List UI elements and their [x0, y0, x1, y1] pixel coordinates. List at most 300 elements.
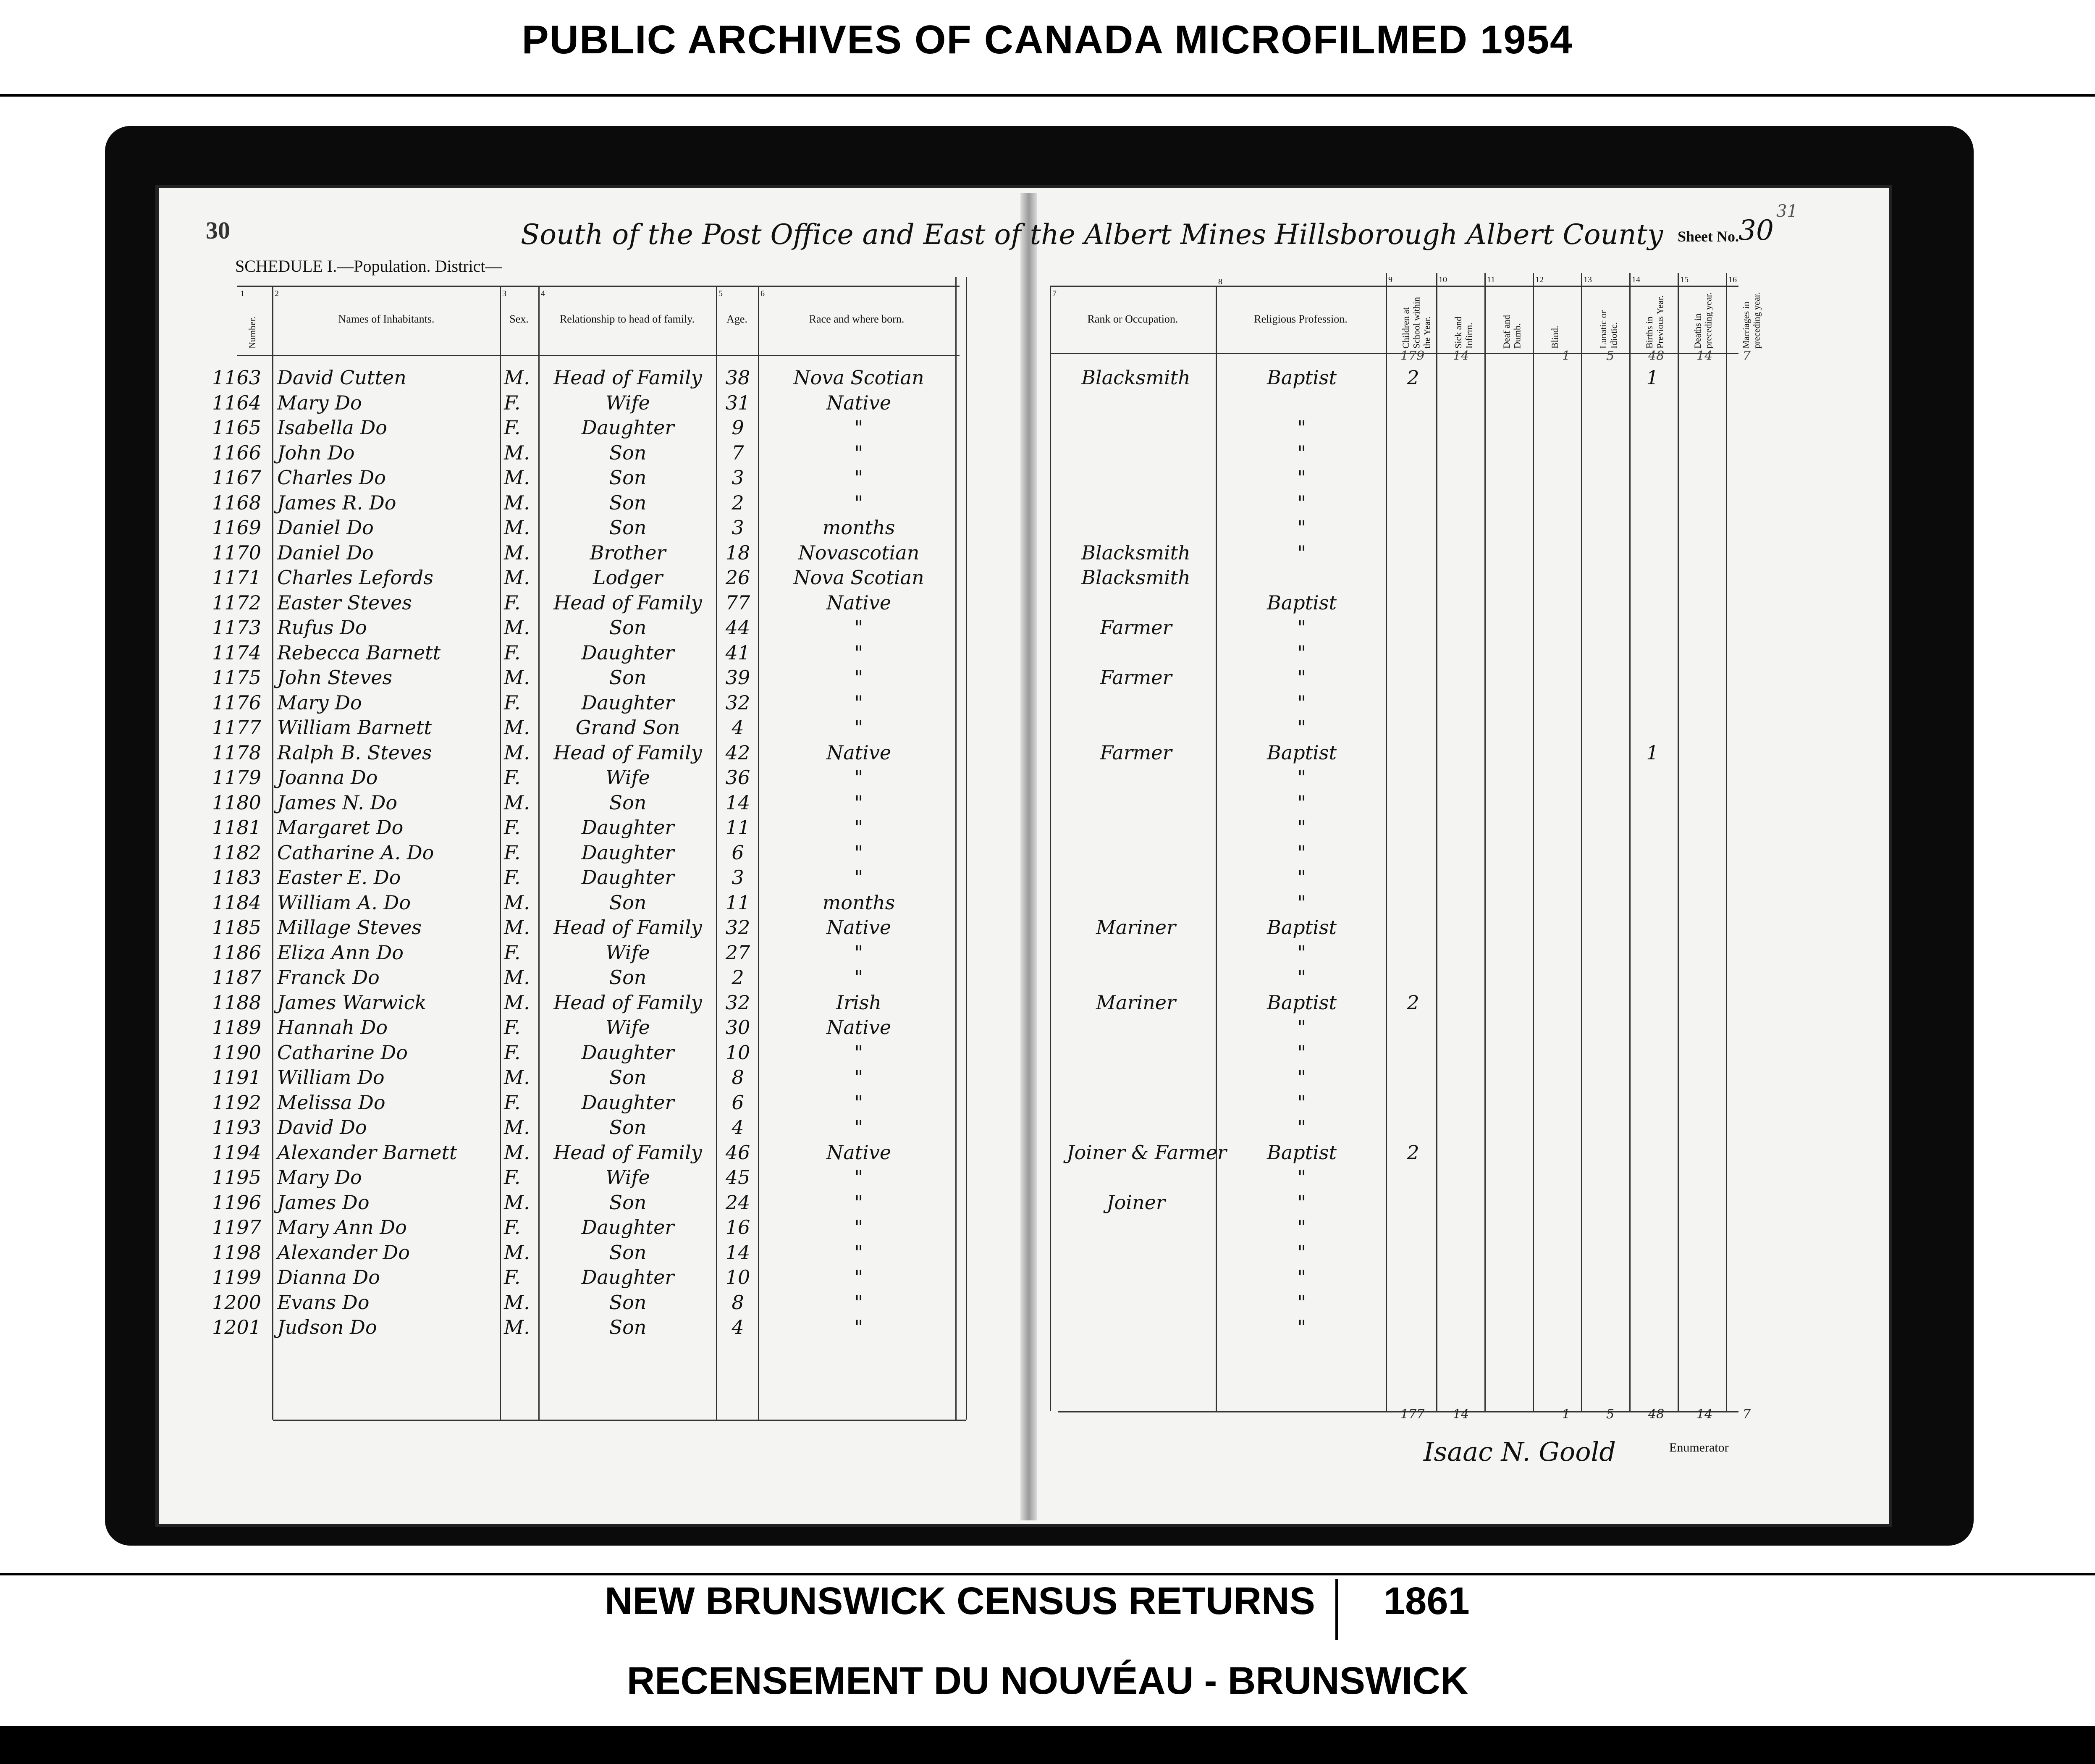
sex-cell: F.: [504, 416, 521, 439]
occupation-cell: Farmer: [1100, 741, 1172, 764]
column-total: 48: [1648, 1407, 1665, 1422]
row-number: 1186: [212, 941, 262, 964]
column-tally: 14: [1453, 349, 1469, 363]
sex-cell: F.: [504, 1166, 521, 1189]
religion-cell: ": [1297, 791, 1306, 814]
row-number: 1164: [212, 391, 262, 414]
sex-cell: M.: [504, 966, 530, 989]
school-cell: [1390, 1015, 1436, 1040]
age-cell: 11: [725, 891, 750, 914]
religion-cell: Baptist: [1267, 991, 1337, 1014]
birthplace-cell: Native: [826, 1141, 891, 1164]
occupation-cell: [1067, 865, 1205, 890]
birthplace-cell: Native: [826, 916, 891, 939]
religion-cell: [1218, 391, 1386, 415]
religion-cell: ": [1297, 1066, 1306, 1089]
sex-cell: M.: [504, 566, 530, 589]
grid-line: [1058, 1411, 1738, 1412]
birthplace-cell: Nova Scotian: [793, 566, 924, 589]
age-cell: 45: [725, 1166, 750, 1189]
column-header-age: Age.: [726, 313, 747, 325]
school-cell: [1390, 515, 1436, 540]
footer-title-english: NEW BRUNSWICK CENSUS RETURNS: [605, 1580, 1315, 1622]
sex-cell: M.: [504, 491, 530, 514]
occupation-cell: Mariner: [1096, 991, 1176, 1014]
birthplace-cell: ": [854, 866, 863, 889]
inhabitant-name: Millage Steves: [277, 916, 422, 939]
row-number: 1181: [212, 816, 262, 839]
relationship-cell: Son: [609, 791, 647, 814]
relationship-cell: Head of Family: [553, 741, 702, 764]
bottom-bar: [0, 1726, 2095, 1764]
row-number: 1172: [212, 591, 262, 614]
occupation-cell: Joiner: [1106, 1191, 1165, 1214]
column-total: 1: [1562, 1407, 1571, 1422]
table-row: [0, 391, 2095, 415]
inhabitant-name: Catharine Do: [277, 1041, 408, 1064]
age-cell: 3: [732, 866, 744, 889]
occupation-cell: [1067, 715, 1205, 740]
table-row: [0, 541, 2095, 565]
row-number: 1169: [212, 516, 262, 539]
age-cell: 36: [725, 766, 750, 789]
table-row: [0, 690, 2095, 715]
occupation-cell: [1067, 1065, 1205, 1090]
inhabitant-name: Easter E. Do: [277, 866, 401, 889]
occupation-cell: [1067, 815, 1205, 840]
inhabitant-name: Mary Ann Do: [277, 1216, 407, 1239]
inhabitant-name: David Cutten: [277, 366, 406, 389]
occupation-cell: Blacksmith: [1081, 566, 1190, 589]
row-number: 1190: [212, 1041, 262, 1064]
occupation-cell: [1067, 790, 1205, 815]
occupation-cell: [1067, 1090, 1205, 1115]
inhabitant-name: Alexander Do: [277, 1241, 410, 1264]
birthplace-cell: ": [854, 1091, 863, 1114]
age-cell: 31: [725, 391, 750, 414]
sex-cell: M.: [504, 441, 530, 464]
row-number: 1175: [212, 666, 262, 689]
row-number: 1178: [212, 741, 262, 764]
occupation-cell: Farmer: [1100, 616, 1172, 639]
age-cell: 18: [725, 541, 750, 564]
school-cell: 2: [1407, 1141, 1419, 1164]
inhabitant-name: Franck Do: [277, 966, 380, 989]
religion-cell: ": [1297, 1016, 1306, 1039]
births-cell: [1629, 840, 1675, 865]
row-number: 1188: [212, 991, 262, 1014]
births-cell: [1629, 1315, 1675, 1340]
occupation-cell: [1067, 1215, 1205, 1240]
column-number: 2: [275, 289, 279, 298]
occupation-cell: [1067, 1165, 1205, 1190]
births-cell: [1629, 890, 1675, 915]
sex-cell: M.: [504, 891, 530, 914]
sex-cell: M.: [504, 616, 530, 639]
column-number: 13: [1584, 275, 1592, 284]
column-total: 5: [1606, 1407, 1615, 1422]
age-cell: 8: [732, 1066, 744, 1089]
inhabitant-name: John Do: [277, 441, 355, 464]
table-row: [0, 415, 2095, 440]
births-cell: [1629, 1190, 1675, 1215]
religion-cell: ": [1297, 466, 1306, 489]
column-tally: 7: [1743, 349, 1751, 363]
occupation-cell: [1067, 640, 1205, 665]
column-number: 14: [1632, 275, 1640, 284]
religion-cell: ": [1297, 1191, 1306, 1214]
religion-cell: ": [1297, 891, 1306, 914]
relationship-cell: Lodger: [593, 566, 663, 589]
school-cell: [1390, 415, 1436, 440]
relationship-cell: Head of Family: [553, 916, 702, 939]
school-cell: [1390, 615, 1436, 640]
birthplace-cell: months: [822, 516, 895, 539]
birthplace-cell: ": [854, 1166, 863, 1189]
table-row: [0, 365, 2095, 390]
birthplace-cell: ": [854, 466, 863, 489]
row-number: 1199: [212, 1266, 262, 1289]
inhabitant-name: Daniel Do: [277, 541, 374, 564]
relationship-cell: Wife: [606, 391, 650, 414]
religion-cell: Baptist: [1267, 741, 1337, 764]
grid-line: [1050, 286, 1738, 287]
religion-cell: Baptist: [1267, 1141, 1337, 1164]
school-cell: [1390, 690, 1436, 715]
school-cell: [1390, 441, 1436, 465]
column-number: 5: [718, 289, 723, 298]
age-cell: 42: [725, 741, 750, 764]
births-cell: [1629, 1065, 1675, 1090]
column-number: 11: [1487, 275, 1495, 284]
inhabitant-name: Rebecca Barnett: [277, 641, 441, 664]
sex-cell: M.: [504, 1141, 530, 1164]
religion-cell: Baptist: [1267, 591, 1337, 614]
inhabitant-name: James N. Do: [277, 791, 398, 814]
table-row: [0, 1040, 2095, 1065]
birthplace-cell: Native: [826, 391, 891, 414]
inhabitant-name: Evans Do: [277, 1291, 370, 1314]
sex-cell: M.: [504, 991, 530, 1014]
sex-cell: F.: [504, 1041, 521, 1064]
births-cell: [1629, 1240, 1675, 1265]
row-number: 1179: [212, 766, 262, 789]
school-cell: 2: [1407, 991, 1419, 1014]
table-row: [0, 640, 2095, 665]
column-header-number: Number.: [247, 316, 257, 349]
table-row: [0, 765, 2095, 790]
births-cell: [1629, 1290, 1675, 1315]
religion-cell: ": [1297, 1091, 1306, 1114]
sex-cell: F.: [504, 1216, 521, 1239]
sheet-number: 30: [1738, 214, 1774, 247]
relationship-cell: Daughter: [581, 816, 674, 839]
relationship-cell: Wife: [606, 766, 650, 789]
age-cell: 32: [725, 916, 750, 939]
column-total: 7: [1743, 1407, 1751, 1422]
column-number: 8: [1218, 277, 1222, 286]
sex-cell: M.: [504, 1241, 530, 1264]
religion-cell: ": [1297, 816, 1306, 839]
row-number: 1189: [212, 1016, 262, 1039]
occupation-cell: Joiner & Farmer: [1067, 1141, 1227, 1164]
age-cell: 30: [725, 1016, 750, 1039]
occupation-cell: [1067, 515, 1205, 540]
school-cell: [1390, 815, 1436, 840]
relationship-cell: Son: [609, 1116, 647, 1139]
inhabitant-name: Catharine A. Do: [277, 841, 434, 864]
occupation-cell: Mariner: [1096, 916, 1176, 939]
inhabitant-name: Joanna Do: [277, 766, 378, 789]
birthplace-cell: ": [854, 1041, 863, 1064]
occupation-cell: [1067, 1240, 1205, 1265]
age-cell: 10: [725, 1266, 750, 1289]
relationship-cell: Daughter: [581, 641, 674, 664]
births-cell: 1: [1646, 741, 1659, 764]
table-row: [0, 1065, 2095, 1090]
column-number: 1: [240, 289, 244, 298]
births-cell: [1629, 640, 1675, 665]
row-number: 1198: [212, 1241, 262, 1264]
row-number: 1185: [212, 916, 262, 939]
table-row: [0, 1215, 2095, 1240]
school-cell: [1390, 790, 1436, 815]
school-cell: [1390, 1290, 1436, 1315]
occupation-cell: [1067, 591, 1205, 615]
footer-divider: [1335, 1579, 1338, 1640]
births-cell: [1629, 491, 1675, 515]
inhabitant-name: Melissa Do: [277, 1091, 385, 1114]
table-row: [0, 465, 2095, 490]
relationship-cell: Son: [609, 966, 647, 989]
grid-line: [237, 286, 960, 287]
table-row: [0, 491, 2095, 515]
birthplace-cell: Irish: [836, 991, 882, 1014]
sex-cell: F.: [504, 766, 521, 789]
sheet-label: Sheet No.: [1678, 228, 1739, 245]
column-number: 6: [760, 289, 765, 298]
relationship-cell: Wife: [606, 1166, 650, 1189]
sex-cell: M.: [504, 516, 530, 539]
table-row: [0, 840, 2095, 865]
births-cell: [1629, 415, 1675, 440]
column-header-religion: Religious Profession.: [1254, 313, 1348, 325]
row-number: 1174: [212, 641, 262, 664]
religion-cell: ": [1297, 866, 1306, 889]
table-row: [0, 940, 2095, 965]
relationship-cell: Daughter: [581, 416, 674, 439]
school-cell: [1390, 965, 1436, 990]
inhabitant-name: Margaret Do: [277, 816, 404, 839]
table-row: [0, 665, 2095, 690]
table-row: [0, 915, 2095, 940]
table-row: [0, 740, 2095, 765]
header-rule: [0, 94, 2095, 97]
row-number: 1201: [212, 1316, 262, 1339]
school-cell: [1390, 1040, 1436, 1065]
relationship-cell: Brother: [590, 541, 666, 564]
table-row: [0, 1190, 2095, 1215]
footer-title-french: RECENSEMENT DU NOUVÉAU - BRUNSWICK: [627, 1659, 1468, 1702]
religion-cell: ": [1297, 1116, 1306, 1139]
inhabitant-name: Alexander Barnett: [277, 1141, 457, 1164]
inhabitant-name: Ralph B. Steves: [277, 741, 432, 764]
column-header-deaths: Deaths in preceding year.: [1692, 292, 1714, 349]
relationship-cell: Daughter: [581, 1041, 674, 1064]
births-cell: [1629, 541, 1675, 565]
table-row: [0, 990, 2095, 1015]
table-row: [0, 815, 2095, 840]
sex-cell: M.: [504, 791, 530, 814]
age-cell: 3: [732, 516, 744, 539]
table-row: [0, 865, 2095, 890]
occupation-cell: Blacksmith: [1081, 366, 1190, 389]
row-number: 1163: [212, 366, 262, 389]
enumerator-label: Enumerator: [1669, 1441, 1729, 1454]
religion-cell: ": [1297, 966, 1306, 989]
occupation-cell: [1067, 441, 1205, 465]
birthplace-cell: Novascotian: [798, 541, 920, 564]
births-cell: [1629, 565, 1675, 590]
occupation-cell: [1067, 1290, 1205, 1315]
sex-cell: M.: [504, 716, 530, 739]
inhabitant-name: Mary Do: [277, 391, 362, 414]
birthplace-cell: ": [854, 1216, 863, 1239]
occupation-cell: [1067, 690, 1205, 715]
births-cell: [1629, 591, 1675, 615]
age-cell: 6: [732, 1091, 744, 1114]
age-cell: 3: [732, 466, 744, 489]
occupation-cell: [1067, 491, 1205, 515]
column-total: 177: [1400, 1407, 1425, 1422]
birthplace-cell: months: [822, 891, 895, 914]
school-cell: [1390, 890, 1436, 915]
births-cell: [1629, 1040, 1675, 1065]
birthplace-cell: ": [854, 816, 863, 839]
relationship-cell: Son: [609, 891, 647, 914]
column-header-lunatic: Lunatic or Idiotic.: [1598, 310, 1619, 349]
births-cell: [1629, 690, 1675, 715]
occupation-cell: [1067, 940, 1205, 965]
row-number: 1166: [212, 441, 262, 464]
inhabitant-name: Judson Do: [277, 1316, 377, 1339]
religion-cell: ": [1297, 1316, 1306, 1339]
row-number: 1173: [212, 616, 262, 639]
inhabitant-name: Mary Do: [277, 1166, 362, 1189]
table-row: [0, 615, 2095, 640]
sex-cell: F.: [504, 691, 521, 714]
religion-cell: ": [1297, 541, 1306, 564]
sex-cell: F.: [504, 641, 521, 664]
births-cell: [1629, 1215, 1675, 1240]
age-cell: 24: [725, 1191, 750, 1214]
relationship-cell: Son: [609, 441, 647, 464]
age-cell: 11: [725, 816, 750, 839]
occupation-cell: [1067, 1265, 1205, 1290]
school-cell: [1390, 1065, 1436, 1090]
column-number: 3: [502, 289, 506, 298]
births-cell: [1629, 940, 1675, 965]
births-cell: [1629, 1265, 1675, 1290]
relationship-cell: Son: [609, 666, 647, 689]
column-tally: 14: [1696, 349, 1713, 363]
relationship-cell: Son: [609, 466, 647, 489]
school-cell: [1390, 715, 1436, 740]
footer-rule: [0, 1573, 2095, 1575]
table-row: [0, 515, 2095, 540]
religion-cell: ": [1297, 641, 1306, 664]
table-row: [0, 1240, 2095, 1265]
religion-cell: ": [1297, 666, 1306, 689]
birthplace-cell: ": [854, 1266, 863, 1289]
column-number: 4: [541, 289, 545, 298]
table-row: [0, 1140, 2095, 1165]
sex-cell: F.: [504, 391, 521, 414]
birthplace-cell: ": [854, 666, 863, 689]
relationship-cell: Head of Family: [553, 1141, 702, 1164]
school-cell: [1390, 840, 1436, 865]
school-cell: [1390, 940, 1436, 965]
school-cell: [1390, 491, 1436, 515]
age-cell: 26: [725, 566, 750, 589]
column-header-marriages: Marriages in preceding year.: [1741, 292, 1762, 349]
religion-cell: ": [1297, 441, 1306, 464]
religion-cell: ": [1297, 691, 1306, 714]
enumerator-signature: Isaac N. Goold: [1424, 1436, 1616, 1467]
column-header-blind: Blind.: [1550, 326, 1560, 349]
district-value: South of the Post Office and East of the Albert Mines Hillsborough Albert County: [521, 218, 1663, 251]
school-cell: [1390, 1090, 1436, 1115]
relationship-cell: Head of Family: [553, 991, 702, 1014]
age-cell: 41: [725, 641, 750, 664]
relationship-cell: Daughter: [581, 866, 674, 889]
relationship-cell: Daughter: [581, 1216, 674, 1239]
inhabitant-name: John Steves: [277, 666, 393, 689]
grid-line: [273, 1420, 966, 1421]
religion-cell: ": [1297, 1266, 1306, 1289]
relationship-cell: Wife: [606, 1016, 650, 1039]
table-row: [0, 565, 2095, 590]
column-tally: 1: [1562, 349, 1571, 363]
births-cell: [1629, 815, 1675, 840]
inhabitant-name: Daniel Do: [277, 516, 374, 539]
column-tally: 5: [1606, 349, 1615, 363]
birthplace-cell: ": [854, 1116, 863, 1139]
school-cell: [1390, 665, 1436, 690]
table-row: [0, 441, 2095, 465]
religion-cell: ": [1297, 616, 1306, 639]
relationship-cell: Son: [609, 1316, 647, 1339]
table-row: [0, 591, 2095, 615]
sex-cell: M.: [504, 916, 530, 939]
page-prefix-number: 30: [206, 217, 230, 244]
age-cell: 14: [725, 1241, 750, 1264]
school-cell: [1390, 465, 1436, 490]
birthplace-cell: ": [854, 641, 863, 664]
birthplace-cell: ": [854, 1191, 863, 1214]
occupation-cell: Blacksmith: [1081, 541, 1190, 564]
births-cell: 1: [1646, 366, 1659, 389]
births-cell: [1629, 615, 1675, 640]
column-header-births: Births in Previous Year.: [1644, 295, 1665, 349]
table-row: [0, 1090, 2095, 1115]
sex-cell: F.: [504, 1016, 521, 1039]
table-row: [0, 1315, 2095, 1340]
row-number: 1183: [212, 866, 262, 889]
relationship-cell: Daughter: [581, 691, 674, 714]
row-number: 1170: [212, 541, 262, 564]
age-cell: 2: [732, 966, 744, 989]
